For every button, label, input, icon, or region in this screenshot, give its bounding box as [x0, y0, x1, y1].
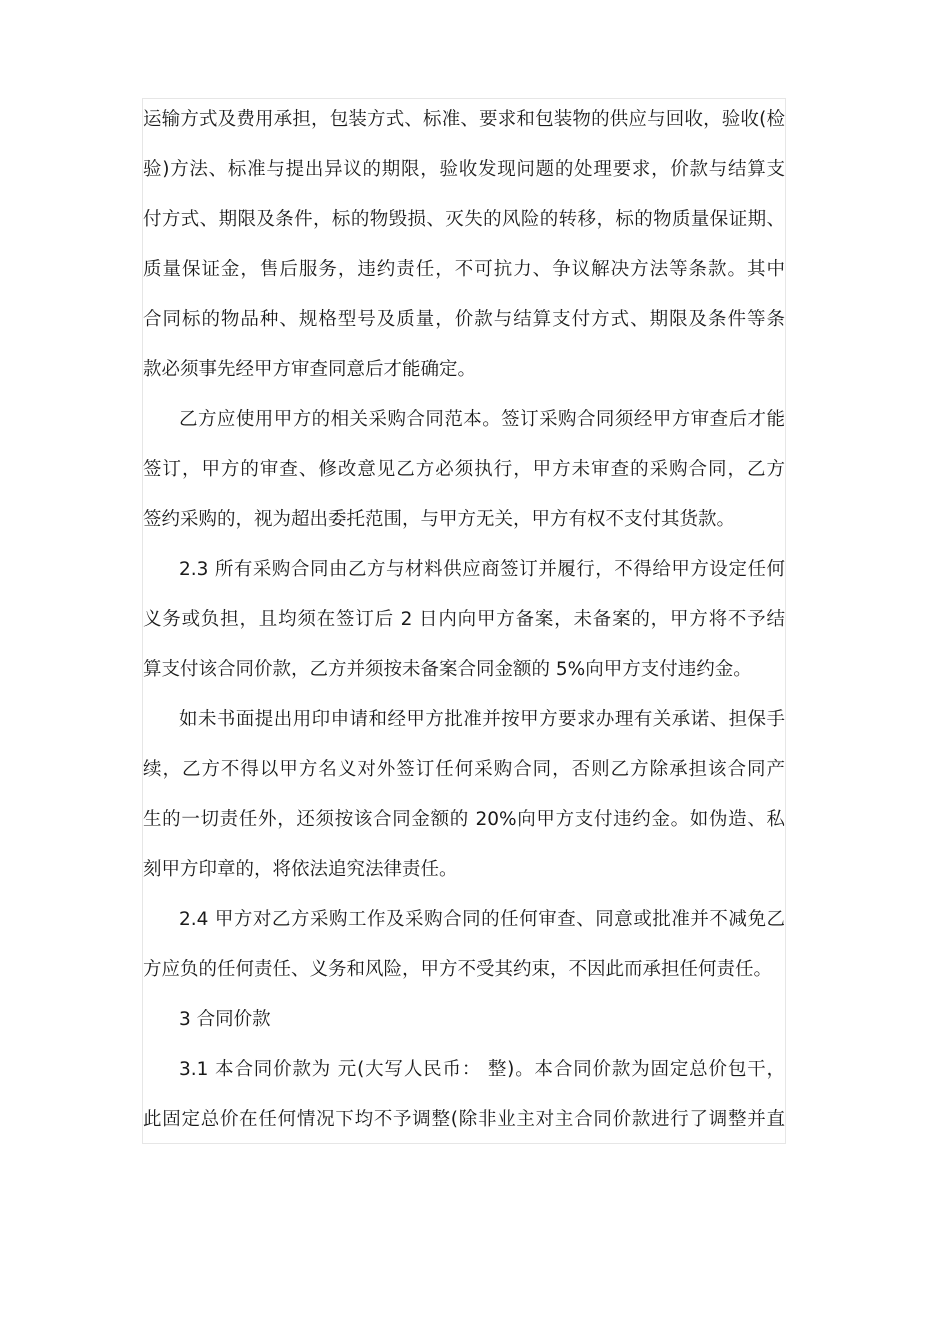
document-body	[143, 95, 785, 1145]
text-line: 质量保证金，售后服务，违约责任，不可抗力、争议解决方法等条款。其中	[143, 259, 785, 280]
section-heading: 3 合同价款	[179, 1009, 271, 1030]
text-line: 乙方应使用甲方的相关采购合同范本。签订采购合同须经甲方审查后才能	[179, 409, 785, 430]
text-line: 签约采购的，视为超出委托范围，与甲方无关，甲方有权不支付其货款。	[143, 509, 736, 530]
text-line: 运输方式及费用承担，包装方式、标准、要求和包装物的供应与回收，验收(检	[143, 109, 785, 130]
text-line: 合同标的物品种、规格型号及质量，价款与结算支付方式、期限及条件等条	[143, 309, 785, 330]
text-line: 款必须事先经甲方审查同意后才能确定。	[143, 359, 477, 380]
text-line: 3.1 本合同价款为 元(大写人民币： 整)。本合同价款为固定总价包干，	[179, 1059, 785, 1080]
text-line: 刻甲方印章的，将依法追究法律责任。	[143, 859, 458, 880]
text-line: 续，乙方不得以甲方名义对外签订任何采购合同，否则乙方除承担该合同产	[143, 759, 785, 780]
text-line: 生的一切责任外，还须按该合同金额的 20%向甲方支付违约金。如伪造、私	[143, 809, 785, 830]
text-line: 付方式、期限及条件，标的物毁损、灭失的风险的转移，标的物质量保证期、	[143, 209, 785, 230]
text-line: 验)方法、标准与提出异议的期限，验收发现问题的处理要求，价款与结算支	[143, 159, 785, 180]
text-line: 签订，甲方的审查、修改意见乙方必须执行，甲方未审查的采购合同，乙方	[143, 459, 785, 480]
text-line: 此固定总价在任何情况下均不予调整(除非业主对主合同价款进行了调整并直	[143, 1109, 785, 1130]
text-line: 2.3 所有采购合同由乙方与材料供应商签订并履行，不得给甲方设定任何	[179, 559, 785, 580]
text-line: 方应负的任何责任、义务和风险，甲方不受其约束，不因此而承担任何责任。	[143, 959, 773, 980]
text-line: 算支付该合同价款，乙方并须按未备案合同金额的 5%向甲方支付违约金。	[143, 659, 752, 680]
text-line: 义务或负担，且均须在签订后 2 日内向甲方备案，未备案的，甲方将不予结	[143, 609, 785, 630]
text-line: 如未书面提出用印申请和经甲方批准并按甲方要求办理有关承诺、担保手	[179, 709, 785, 730]
text-line: 2.4 甲方对乙方采购工作及采购合同的任何审查、同意或批准并不减免乙	[179, 909, 785, 930]
